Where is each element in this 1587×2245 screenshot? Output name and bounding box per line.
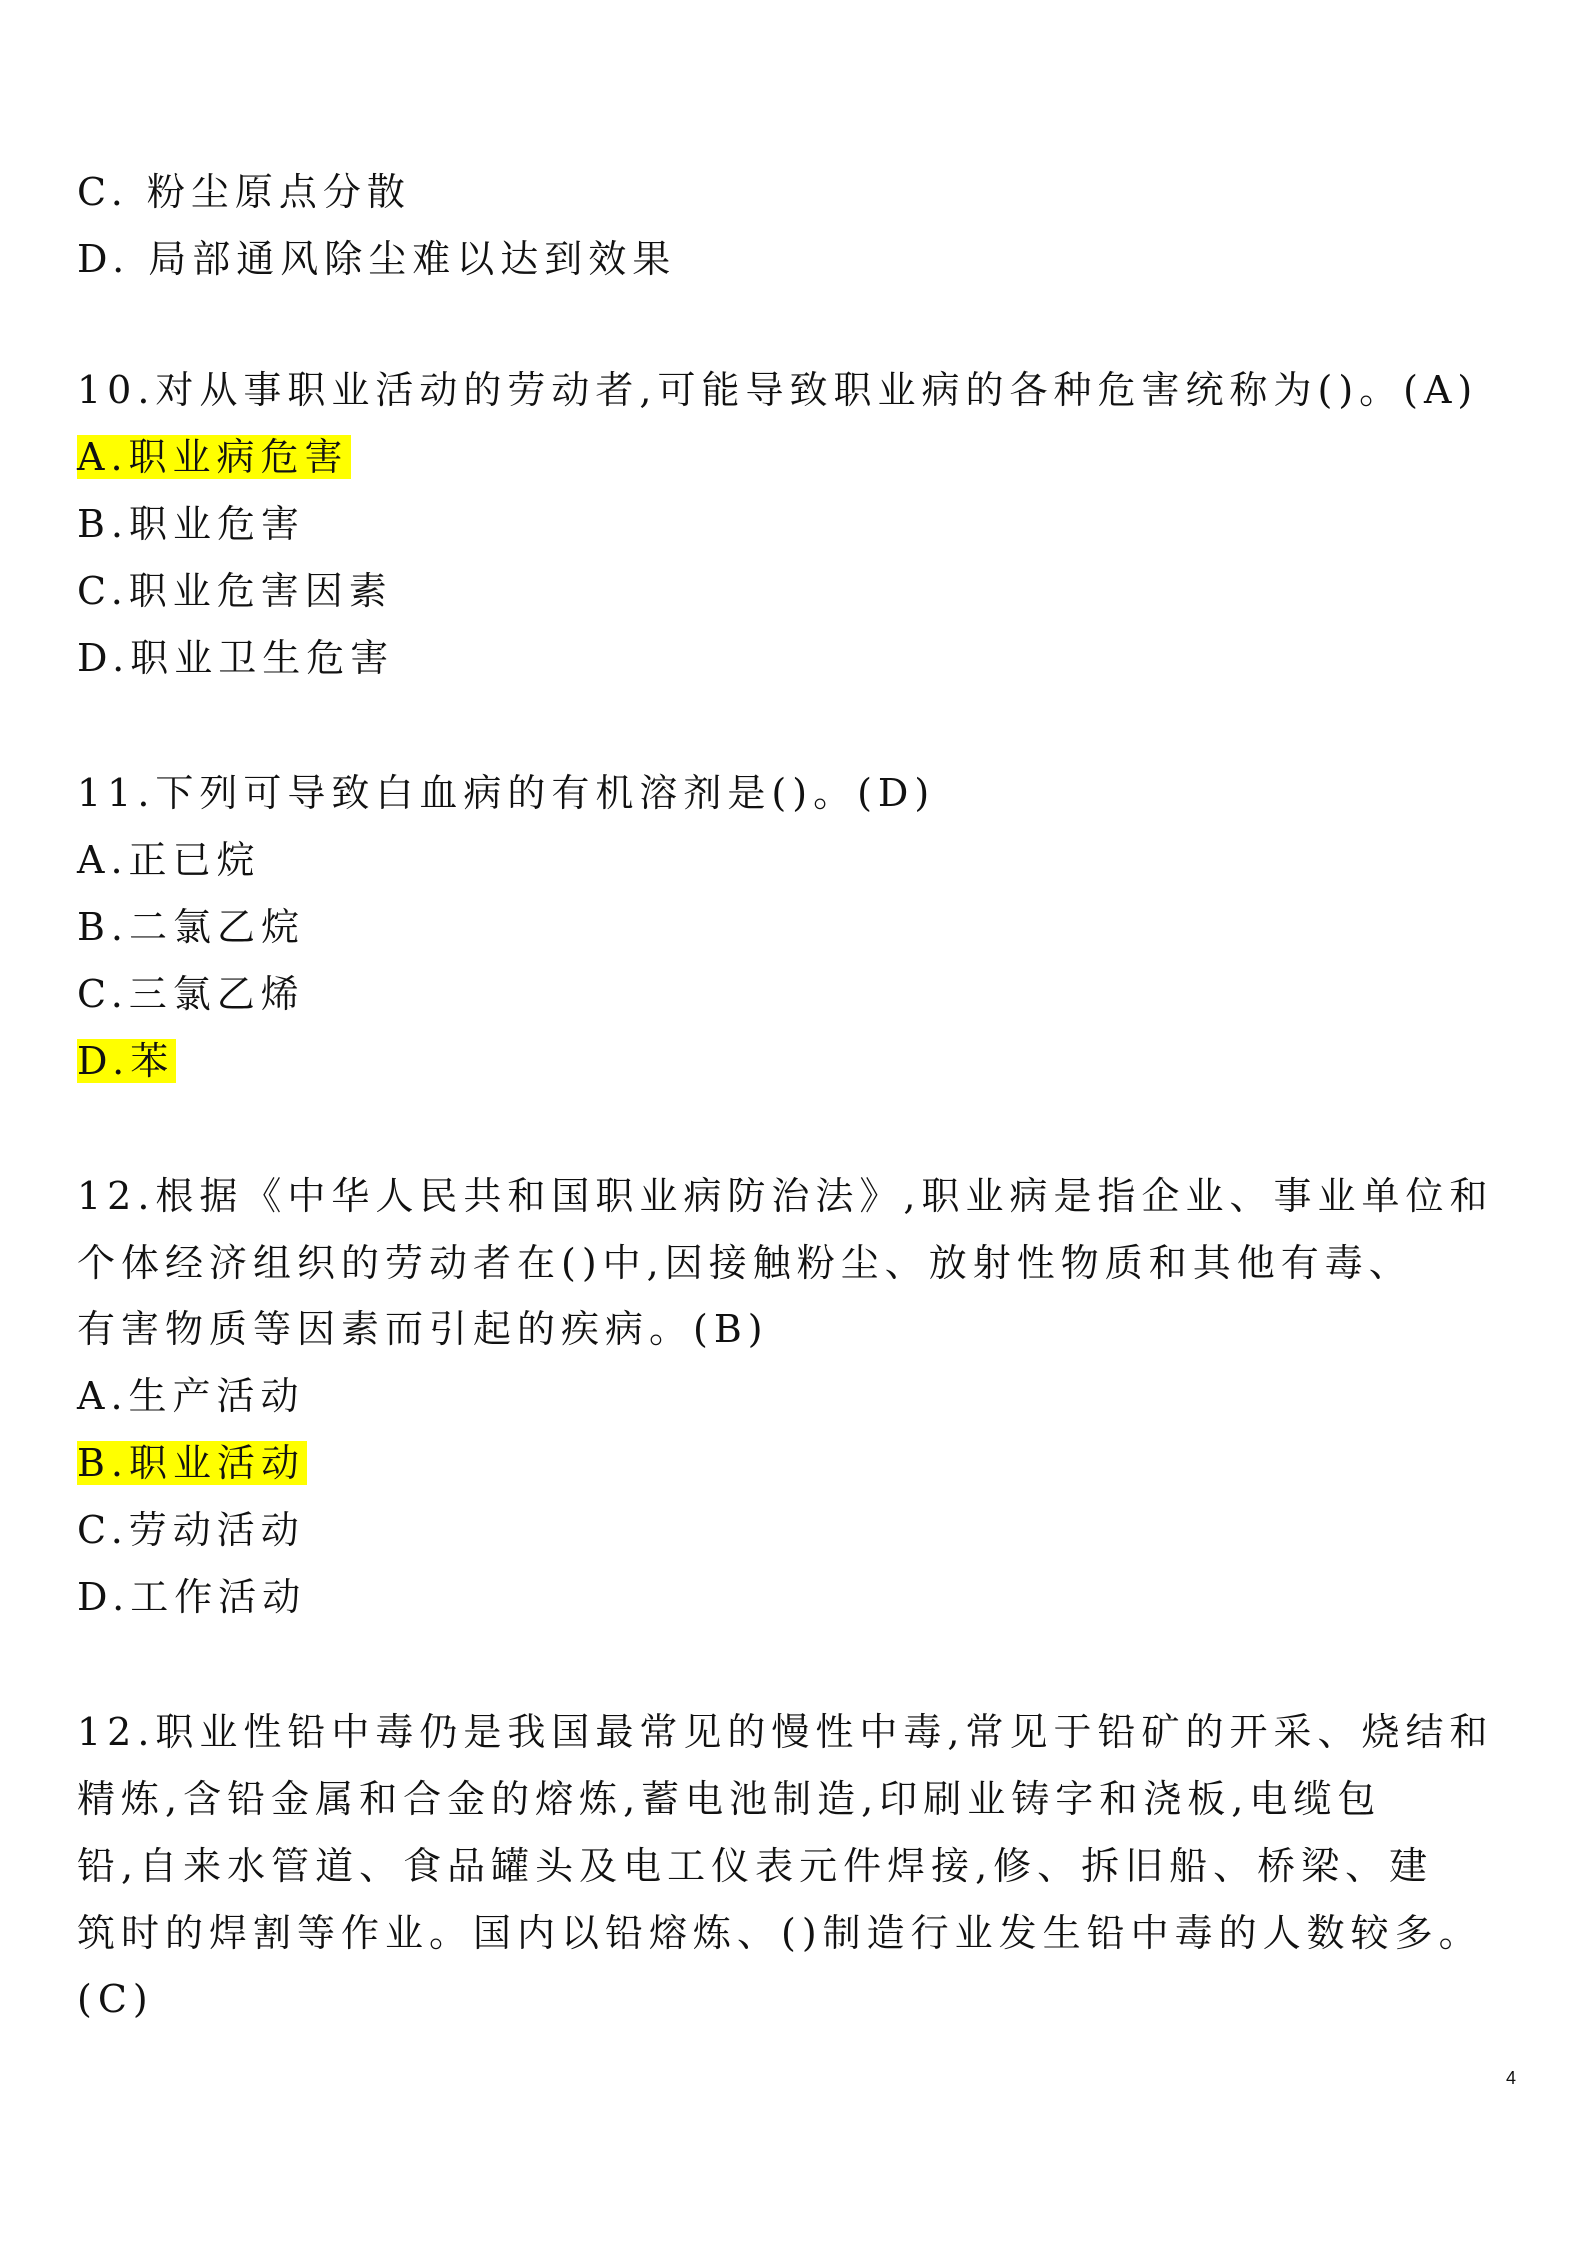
q10-stem: 10.对从事职业活动的劳动者,可能导致职业病的各种危害统称为()。(A) — [77, 368, 1479, 412]
q11-stem: 11.下列可导致白血病的有机溶剂是()。(D) — [77, 771, 936, 815]
q12a-stem-line-3: 有害物质等因素而引起的疾病。(B) — [77, 1307, 769, 1351]
q12a-option-d: D.工作活动 — [77, 1575, 307, 1619]
q12b-stem-line-2: 精炼,含铅金属和合金的熔炼,蓄电池制造,印刷业铸字和浇板,电缆包 — [77, 1777, 1382, 1821]
q12b-stem-line-3: 铅,自来水管道、食品罐头及电工仪表元件焊接,修、拆旧船、桥梁、建 — [77, 1844, 1434, 1888]
q10-option-b: B.职业危害 — [77, 502, 306, 546]
highlighted-answer: A.职业病危害 — [77, 435, 349, 479]
q11-option-c: C.三氯乙烯 — [77, 972, 305, 1016]
page-number: 4 — [1506, 2068, 1517, 2088]
q12b-stem-line-5: (C) — [77, 1977, 154, 2021]
q9-option-d: D. 局部通风除尘难以达到效果 — [77, 237, 677, 281]
q12a-option-b — [77, 1437, 307, 1489]
q12b-stem-line-4: 筑时的焊割等作业。国内以铅熔炼、()制造行业发生铅中毒的人数较多。 — [77, 1911, 1483, 1955]
q10-option-a — [77, 431, 351, 483]
highlighted-answer: B.职业活动 — [77, 1441, 306, 1485]
q12a-option-a: A.生产活动 — [77, 1374, 305, 1418]
highlighted-answer: D.苯 — [77, 1039, 175, 1083]
q10-option-d: D.职业卫生危害 — [77, 636, 395, 680]
q12a-stem-line-2: 个体经济组织的劳动者在()中,因接触粉尘、放射性物质和其他有毒、 — [77, 1241, 1413, 1285]
q11-option-a: A.正已烷 — [77, 838, 261, 882]
q10-option-c: C.职业危害因素 — [77, 569, 393, 613]
q11-option-d — [77, 1035, 176, 1087]
q9-option-c: C. 粉尘原点分散 — [77, 170, 411, 214]
q12a-option-c: C.劳动活动 — [77, 1508, 305, 1552]
q12a-stem-line-1: 12.根据《中华人民共和国职业病防治法》,职业病是指企业、事业单位和 — [77, 1174, 1494, 1218]
q11-option-b: B.二氯乙烷 — [77, 905, 306, 949]
q12b-stem-line-1: 12.职业性铅中毒仍是我国最常见的慢性中毒,常见于铅矿的开采、烧结和 — [77, 1710, 1494, 1754]
